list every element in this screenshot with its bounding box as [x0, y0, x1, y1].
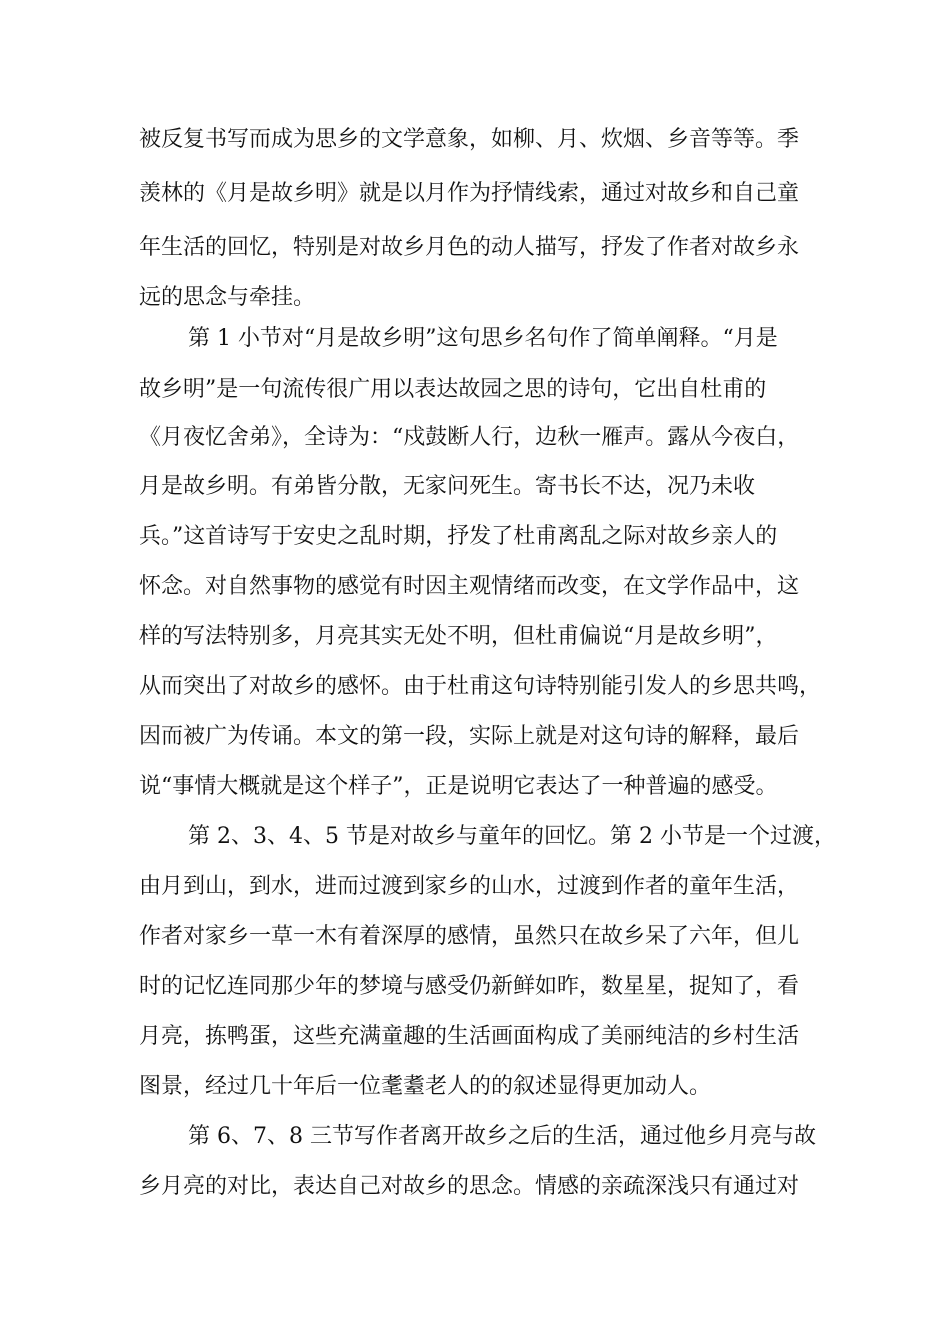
text-line: 说“事情大概就是这个样子”，正是说明它表达了一种普遍的感受。 — [139, 774, 778, 799]
text-line: 兵。”这首诗写于安史之乱时期，抒发了杜甫离乱之际对故乡亲人的 — [139, 524, 778, 549]
text-line: 被反复书写而成为思乡的文学意象，如柳、月、炊烟、乡音等等。季 — [139, 127, 800, 152]
text-line: 远的思念与牵挂。 — [139, 285, 316, 310]
text-line: 月亮，拣鸭蛋，这些充满童趣的生活画面构成了美丽纯洁的乡村生活 — [139, 1024, 800, 1049]
text-line: 羡林的《月是故乡明》就是以月作为抒情线索，通过对故乡和自己童 — [139, 181, 800, 206]
text-line: 由月到山，到水，进而过渡到家乡的山水，过渡到作者的童年生活， — [139, 874, 800, 899]
text-line: 《月夜忆舍弟》，全诗为：“戍鼓断人行，边秋一雁声。露从今夜白， — [139, 425, 800, 450]
text-line: 月是故乡明。有弟皆分散，无家问死生。寄书长不达，况乃未收 — [139, 474, 756, 499]
paragraph-start-line: 第 1 小节对“月是故乡明”这句思乡名句作了简单阐释。“月是 — [188, 326, 778, 351]
text-line: 时的记忆连同那少年的梦境与感受仍新鲜如昨，数星星，捉知了，看 — [139, 974, 800, 999]
paragraph-start-line: 第 2、3、4、5 节是对故乡与童年的回忆。第 2 小节是一个过渡， — [188, 824, 836, 849]
text-line: 图景，经过几十年后一位耄耋老人的的叙述显得更加动人。 — [139, 1074, 712, 1099]
text-line: 故乡明”是一句流传很广用以表达故园之思的诗句，它出自杜甫的 — [139, 377, 767, 402]
text-line: 样的写法特别多，月亮其实无处不明，但杜甫偏说“月是故乡明”， — [139, 624, 778, 649]
text-line: 从而突出了对故乡的感怀。由于杜甫这句诗特别能引发人的乡思共鸣， — [139, 674, 822, 699]
text-line: 年生活的回忆，特别是对故乡月色的动人描写，抒发了作者对故乡永 — [139, 235, 800, 260]
text-line: 怀念。对自然事物的感觉有时因主观情绪而改变，在文学作品中，这 — [139, 574, 800, 599]
text-line: 作者对家乡一草一木有着深厚的感情，虽然只在故乡呆了六年，但儿 — [139, 924, 800, 949]
paragraph-start-line: 第 6、7、8 三节写作者离开故乡之后的生活，通过他乡月亮与故 — [188, 1124, 816, 1149]
text-line: 乡月亮的对比，表达自己对故乡的思念。情感的亲疏深浅只有通过对 — [139, 1174, 800, 1199]
text-line: 因而被广为传诵。本文的第一段，实际上就是对这句诗的解释，最后 — [139, 724, 800, 749]
